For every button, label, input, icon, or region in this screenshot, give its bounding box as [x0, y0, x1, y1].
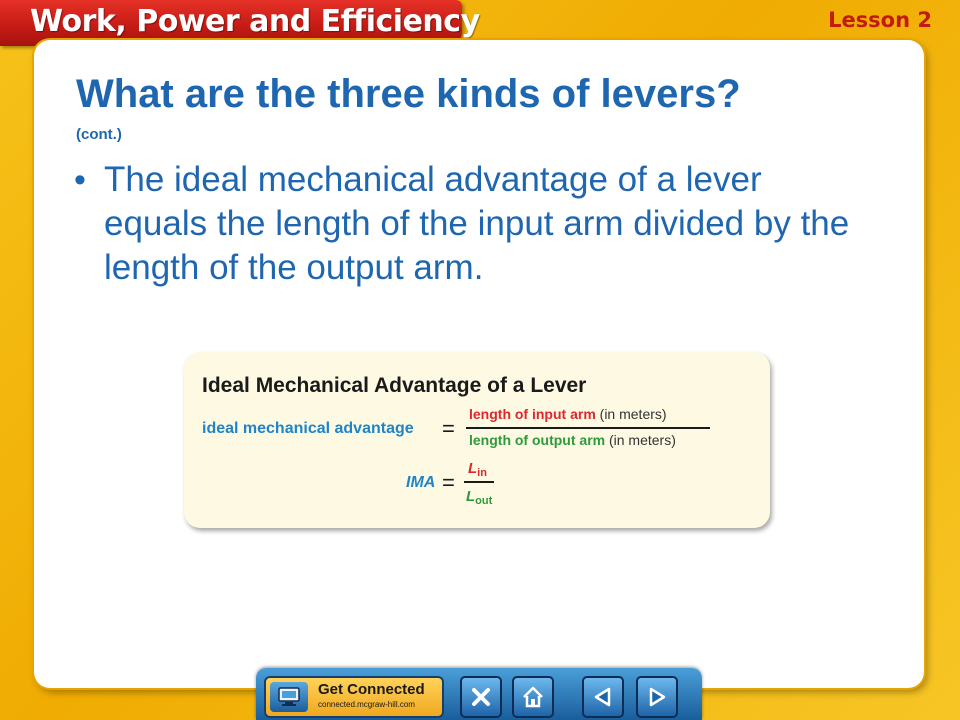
close-icon [469, 685, 493, 709]
fraction-bar [464, 481, 494, 483]
next-icon [645, 685, 669, 709]
formula-title: Ideal Mechanical Advantage of a Lever [202, 374, 587, 397]
unit-text: (in meters) [599, 406, 667, 422]
subscript-out: out [475, 495, 493, 507]
heading-continued: (cont.) [76, 126, 122, 143]
l-symbol: L [466, 488, 476, 505]
home-button[interactable] [512, 676, 554, 718]
slide-heading: What are the three kinds of levers? [76, 72, 741, 116]
l-in [468, 460, 487, 479]
chapter-title: Work, Power and Efficiency [30, 4, 480, 39]
get-connected-url: connected.mcgraw-hill.com [318, 700, 415, 709]
subscript-in: in [477, 467, 487, 479]
get-connected-button[interactable] [264, 676, 444, 718]
computer-icon [270, 682, 308, 712]
bullet-dot: • [74, 161, 86, 199]
formula-denominator [469, 432, 676, 448]
bullet-text: The ideal mechanical advantage of a lever equals the length of the input arm divided by the length of the output arm. [104, 160, 850, 287]
close-button[interactable] [460, 676, 502, 718]
output-arm-text: length of output arm [469, 432, 606, 448]
formula-label: ideal mechanical advantage [202, 420, 414, 437]
equals-sign: = [442, 470, 455, 495]
fraction-bar [466, 427, 710, 429]
home-icon [521, 685, 545, 709]
get-connected-title: Get Connected [318, 681, 425, 698]
ima-symbol: IMA [406, 474, 436, 491]
formula-box [184, 352, 770, 528]
previous-icon [591, 685, 615, 709]
previous-button[interactable] [582, 676, 624, 718]
next-button[interactable] [636, 676, 678, 718]
input-arm-text: length of input arm [469, 406, 596, 422]
lesson-label: Lesson 2 [828, 8, 932, 32]
bullet-item [74, 158, 874, 290]
equals-sign: = [442, 416, 455, 441]
unit-text: (in meters) [608, 432, 676, 448]
l-symbol: L [468, 460, 478, 477]
l-out [466, 488, 492, 507]
navigation-bar [256, 668, 702, 720]
formula-numerator [469, 406, 667, 422]
